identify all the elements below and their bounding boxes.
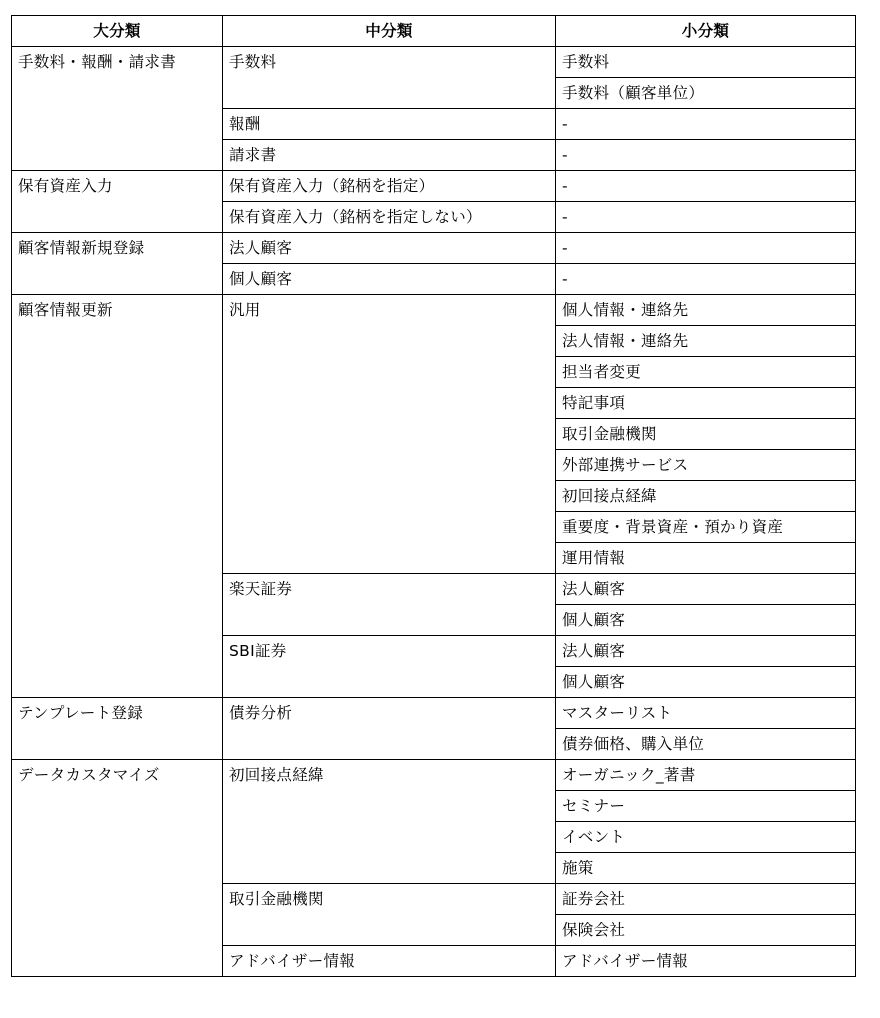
mid-category-cell: 初回接点経緯 (223, 760, 556, 791)
major-category-cell (12, 326, 223, 357)
minor-category-cell: 証券会社 (556, 884, 856, 915)
table-row (12, 605, 856, 636)
minor-category-cell: 保険会社 (556, 915, 856, 946)
table-row (12, 543, 856, 574)
minor-category-cell: マスターリスト (556, 698, 856, 729)
minor-category-cell: 初回接点経緯 (556, 481, 856, 512)
major-category-cell (12, 543, 223, 574)
minor-category-cell: - (556, 233, 856, 264)
major-category-cell (12, 636, 223, 667)
mid-category-cell (223, 915, 556, 946)
minor-category-cell: - (556, 140, 856, 171)
mid-category-cell: 保有資産入力（銘柄を指定しない） (223, 202, 556, 233)
major-category-cell (12, 946, 223, 977)
major-category-cell (12, 202, 223, 233)
table-row (12, 357, 856, 388)
header-mid: 中分類 (223, 16, 556, 47)
table-row (12, 326, 856, 357)
table-row (12, 140, 856, 171)
major-category-cell (12, 450, 223, 481)
mid-category-cell: SBI証券 (223, 636, 556, 667)
minor-category-cell: 運用情報 (556, 543, 856, 574)
table-row (12, 419, 856, 450)
mid-category-cell (223, 357, 556, 388)
minor-category-cell: イベント (556, 822, 856, 853)
mid-category-cell (223, 667, 556, 698)
minor-category-cell: 施策 (556, 853, 856, 884)
minor-category-cell: 取引金融機関 (556, 419, 856, 450)
mid-category-cell (223, 481, 556, 512)
minor-category-cell: 債券価格、購入単位 (556, 729, 856, 760)
minor-category-cell: 重要度・背景資産・預かり資産 (556, 512, 856, 543)
minor-category-cell: 外部連携サービス (556, 450, 856, 481)
table-row (12, 109, 856, 140)
table-row (12, 915, 856, 946)
mid-category-cell (223, 853, 556, 884)
table-row (12, 946, 856, 977)
minor-category-cell: 担当者変更 (556, 357, 856, 388)
mid-category-cell (223, 512, 556, 543)
minor-category-cell: 法人顧客 (556, 636, 856, 667)
header-row (12, 16, 856, 47)
mid-category-cell: 法人顧客 (223, 233, 556, 264)
major-category-cell (12, 915, 223, 946)
major-category-cell: 顧客情報新規登録 (12, 233, 223, 264)
major-category-cell (12, 78, 223, 109)
table-row (12, 171, 856, 202)
minor-category-cell: 個人顧客 (556, 667, 856, 698)
table-row (12, 202, 856, 233)
major-category-cell (12, 822, 223, 853)
mid-category-cell (223, 78, 556, 109)
minor-category-cell: アドバイザー情報 (556, 946, 856, 977)
major-category-cell (12, 140, 223, 171)
table-row (12, 264, 856, 295)
mid-category-cell (223, 419, 556, 450)
table-row (12, 853, 856, 884)
mid-category-cell: 債券分析 (223, 698, 556, 729)
mid-category-cell (223, 605, 556, 636)
mid-category-cell: 報酬 (223, 109, 556, 140)
table-row (12, 233, 856, 264)
major-category-cell: 顧客情報更新 (12, 295, 223, 326)
table-row (12, 388, 856, 419)
major-category-cell: 保有資産入力 (12, 171, 223, 202)
mid-category-cell (223, 388, 556, 419)
minor-category-cell: 個人顧客 (556, 605, 856, 636)
mid-category-cell: 汎用 (223, 295, 556, 326)
major-category-cell (12, 481, 223, 512)
major-category-cell (12, 109, 223, 140)
mid-category-cell (223, 791, 556, 822)
table-row (12, 822, 856, 853)
table-row (12, 295, 856, 326)
table-body (12, 47, 856, 977)
minor-category-cell: 特記事項 (556, 388, 856, 419)
major-category-cell (12, 264, 223, 295)
minor-category-cell: 法人顧客 (556, 574, 856, 605)
mid-category-cell: 楽天証券 (223, 574, 556, 605)
major-category-cell (12, 853, 223, 884)
table-row (12, 450, 856, 481)
minor-category-cell: オーガニック_著書 (556, 760, 856, 791)
mid-category-cell: アドバイザー情報 (223, 946, 556, 977)
minor-category-cell: 手数料 (556, 47, 856, 78)
major-category-cell (12, 512, 223, 543)
mid-category-cell (223, 729, 556, 760)
major-category-cell (12, 667, 223, 698)
table-row (12, 481, 856, 512)
mid-category-cell: 取引金融機関 (223, 884, 556, 915)
header-major: 大分類 (12, 16, 223, 47)
minor-category-cell: - (556, 171, 856, 202)
mid-category-cell: 個人顧客 (223, 264, 556, 295)
major-category-cell (12, 419, 223, 450)
major-category-cell (12, 605, 223, 636)
mid-category-cell (223, 543, 556, 574)
major-category-cell: 手数料・報酬・請求書 (12, 47, 223, 78)
table-row (12, 760, 856, 791)
minor-category-cell: 個人情報・連絡先 (556, 295, 856, 326)
major-category-cell (12, 729, 223, 760)
mid-category-cell (223, 822, 556, 853)
table-row (12, 512, 856, 543)
mid-category-cell (223, 450, 556, 481)
minor-category-cell: - (556, 109, 856, 140)
major-category-cell (12, 388, 223, 419)
mid-category-cell (223, 326, 556, 357)
table-row (12, 636, 856, 667)
minor-category-cell: セミナー (556, 791, 856, 822)
major-category-cell (12, 791, 223, 822)
mid-category-cell: 手数料 (223, 47, 556, 78)
major-category-cell: データカスタマイズ (12, 760, 223, 791)
mid-category-cell: 保有資産入力（銘柄を指定） (223, 171, 556, 202)
minor-category-cell: 手数料（顧客単位） (556, 78, 856, 109)
minor-category-cell: 法人情報・連絡先 (556, 326, 856, 357)
header-minor: 小分類 (556, 16, 856, 47)
table-row (12, 698, 856, 729)
table-row (12, 884, 856, 915)
table-row (12, 667, 856, 698)
table-row (12, 729, 856, 760)
major-category-cell: テンプレート登録 (12, 698, 223, 729)
major-category-cell (12, 884, 223, 915)
major-category-cell (12, 574, 223, 605)
table-row (12, 791, 856, 822)
minor-category-cell: - (556, 264, 856, 295)
table-row (12, 574, 856, 605)
major-category-cell (12, 357, 223, 388)
minor-category-cell: - (556, 202, 856, 233)
classification-table (11, 15, 856, 977)
table-row (12, 47, 856, 78)
table-row (12, 78, 856, 109)
mid-category-cell: 請求書 (223, 140, 556, 171)
